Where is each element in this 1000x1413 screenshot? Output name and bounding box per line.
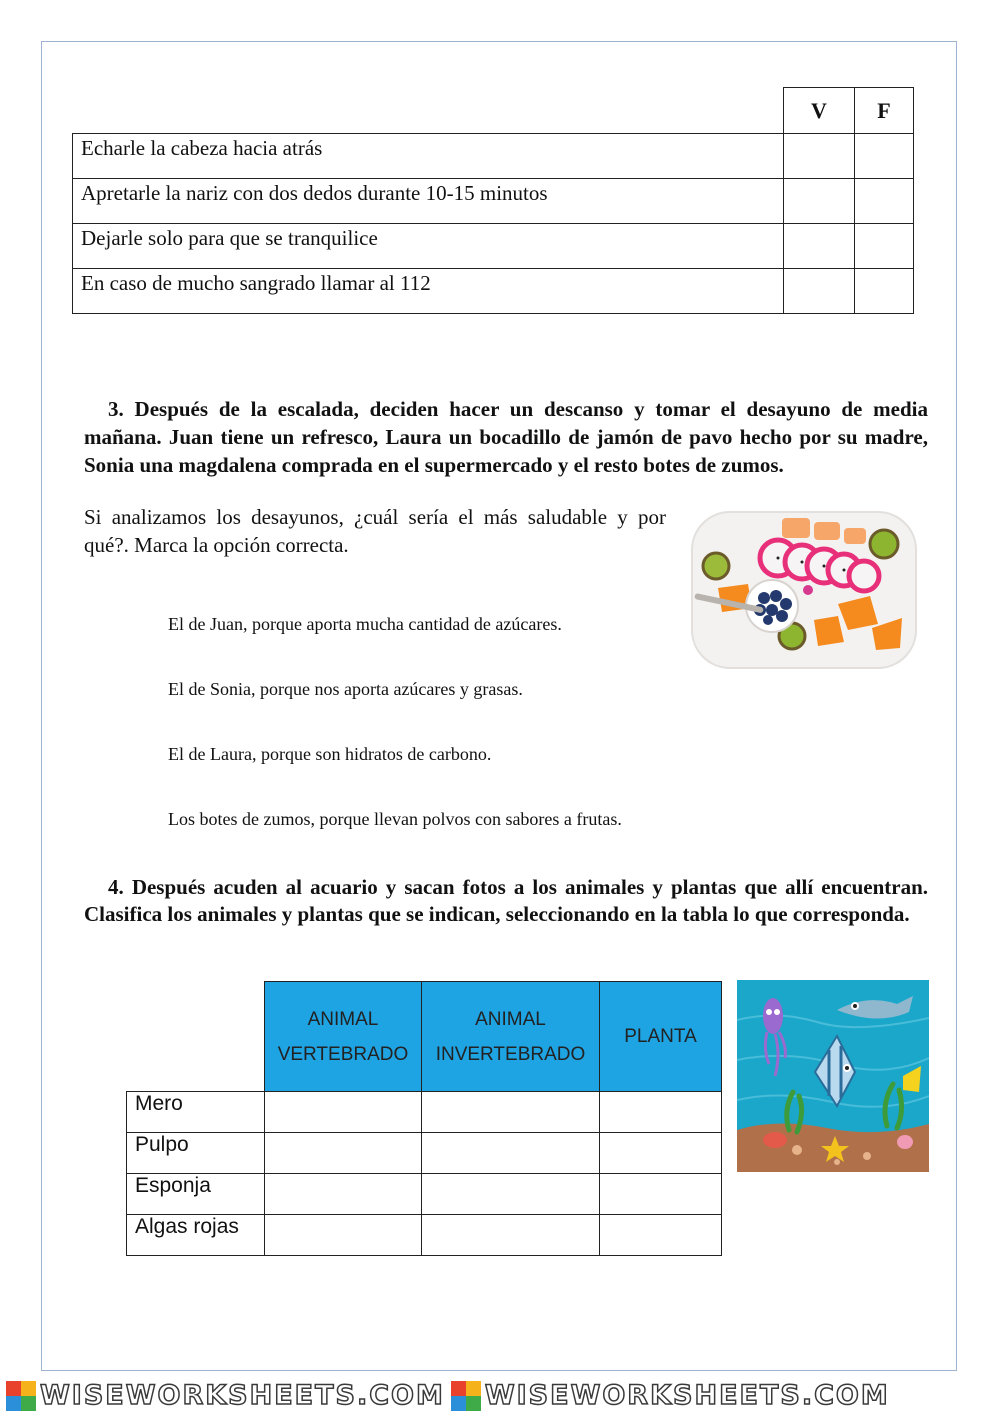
select-cell[interactable] <box>600 1133 722 1174</box>
select-cell[interactable] <box>265 1174 422 1215</box>
select-cell[interactable] <box>422 1215 600 1256</box>
select-cell[interactable] <box>422 1174 600 1215</box>
select-cell[interactable] <box>600 1215 722 1256</box>
select-cell[interactable] <box>265 1092 422 1133</box>
classification-table <box>126 981 722 1256</box>
question-3-text: 3. Después de la escalada, deciden hacer un descanso y tomar el desayuno de media mañana. Juan tiene un refresco, Laura un bocadillo de jamón de pavo hecho por su madre, Sonia una magdalena comprada en el supermercado y el resto botes de zumos. <box>84 397 928 477</box>
statement: En caso de mucho sangrado llamar al 112 <box>73 269 784 314</box>
question-4-text: 4. Después acuden al acuario y sacan fotos a los animales y plantas que allí encuentran. Clasifica los animales y plantas que se indican, seleccionando en la tabla lo que corresponda. <box>84 875 928 926</box>
select-cell[interactable] <box>422 1092 600 1133</box>
select-cell[interactable] <box>422 1133 600 1174</box>
brand-mark-icon <box>6 1381 36 1411</box>
answer-v-cell[interactable] <box>784 269 855 314</box>
row-label-mero: Mero <box>127 1092 265 1133</box>
select-cell[interactable] <box>600 1174 722 1215</box>
answer-f-cell[interactable] <box>855 269 914 314</box>
question-3-prompt: Si analizamos los desayunos, ¿cuál sería el más saludable y por qué?. Marca la opción correcta. <box>84 505 666 557</box>
option-sonia[interactable]: El de Sonia, porque nos aporta azúcares y grasas. <box>168 679 523 699</box>
answer-f-cell[interactable] <box>855 224 914 269</box>
answer-v-cell[interactable] <box>784 179 855 224</box>
footer-brand-strip <box>0 1378 1000 1413</box>
brand-mark-icon <box>451 1381 481 1411</box>
row-label-esponja: Esponja <box>127 1174 265 1215</box>
option-zumos[interactable]: Los botes de zumos, porque llevan polvos con sabores a frutas. <box>168 809 622 829</box>
header-invertebrado: ANIMAL INVERTEBRADO <box>422 982 600 1092</box>
option-laura[interactable]: El de Laura, porque son hidratos de carbono. <box>168 744 492 764</box>
header-planta: PLANTA <box>600 982 722 1092</box>
brand-logo: WISEWORKSHEETS.COM <box>451 1380 890 1411</box>
statement: Echarle la cabeza hacia atrás <box>73 134 784 179</box>
answer-f-cell[interactable] <box>855 179 914 224</box>
select-cell[interactable] <box>265 1133 422 1174</box>
fruit-plate-image <box>688 508 920 672</box>
option-juan[interactable]: El de Juan, porque aporta mucha cantidad de azúcares. <box>168 614 562 634</box>
aquarium-image <box>737 980 929 1172</box>
answer-v-cell[interactable] <box>784 224 855 269</box>
row-label-pulpo: Pulpo <box>127 1133 265 1174</box>
header-v: V <box>784 88 855 134</box>
header-vertebrado: ANIMAL VERTEBRADO <box>265 982 422 1092</box>
select-cell[interactable] <box>600 1092 722 1133</box>
statement: Dejarle solo para que se tranquilice <box>73 224 784 269</box>
answer-v-cell[interactable] <box>784 134 855 179</box>
answer-f-cell[interactable] <box>855 134 914 179</box>
select-cell[interactable] <box>265 1215 422 1256</box>
true-false-table <box>72 87 914 314</box>
brand-logo: WISEWORKSHEETS.COM <box>6 1380 445 1411</box>
statement: Apretarle la nariz con dos dedos durante 10-15 minutos <box>73 179 784 224</box>
row-label-algas-rojas: Algas rojas <box>127 1215 265 1256</box>
header-f: F <box>855 88 914 134</box>
